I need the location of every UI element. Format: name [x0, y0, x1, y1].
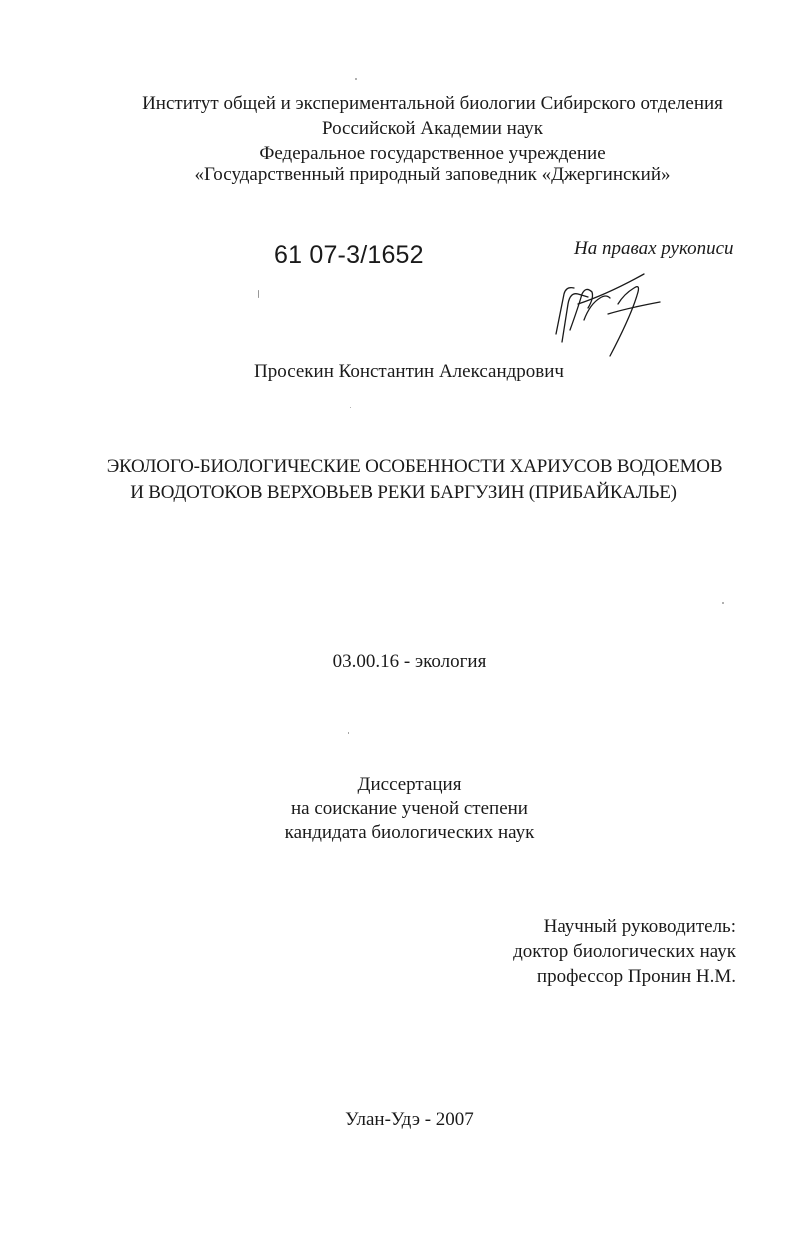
- degree-line-3: кандидата биологических наук: [284, 822, 535, 843]
- supervisor-line-3: профессор Пронин Н.М.: [536, 966, 736, 987]
- signature-icon: [548, 264, 678, 364]
- institution-line-2: Российской Академии наук: [321, 118, 544, 139]
- scan-speck: [350, 407, 351, 408]
- degree-line-2: на соискание ученой степени: [291, 798, 528, 819]
- supervisor-line-2: доктор биологических наук: [513, 941, 736, 962]
- supervisor-line-1: Научный руководитель:: [543, 916, 736, 937]
- manuscript-note: На правах рукописи: [574, 238, 734, 259]
- place-year: Улан-Удэ - 2007: [345, 1109, 474, 1130]
- title-line-1: ЭКОЛОГО-БИОЛОГИЧЕСКИЕ ОСОБЕННОСТИ ХАРИУСОВ ВОДОЕМОВ: [106, 456, 723, 477]
- scan-speck: [348, 732, 349, 734]
- specialty-code: 03.00.16 - экология: [332, 651, 487, 672]
- institution-line-4: «Государственный природный заповедник «Джергинский»: [194, 164, 671, 185]
- institution-line-1: Институт общей и экспериментальной биологии Сибирского отделения: [142, 93, 723, 114]
- title-line-2: И ВОДОТОКОВ ВЕРХОВЬЕВ РЕКИ БАРГУЗИН (ПРИБАЙКАЛЬЕ): [130, 482, 677, 503]
- scan-speck: [722, 602, 724, 604]
- scan-speck: [258, 290, 259, 298]
- registry-code: 61 07-3/1652: [274, 241, 424, 269]
- scan-speck: [355, 78, 357, 80]
- institution-line-3: Федеральное государственное учреждение: [259, 143, 606, 164]
- author-name: Просекин Константин Александрович: [254, 361, 564, 382]
- degree-line-1: Диссертация: [357, 774, 462, 795]
